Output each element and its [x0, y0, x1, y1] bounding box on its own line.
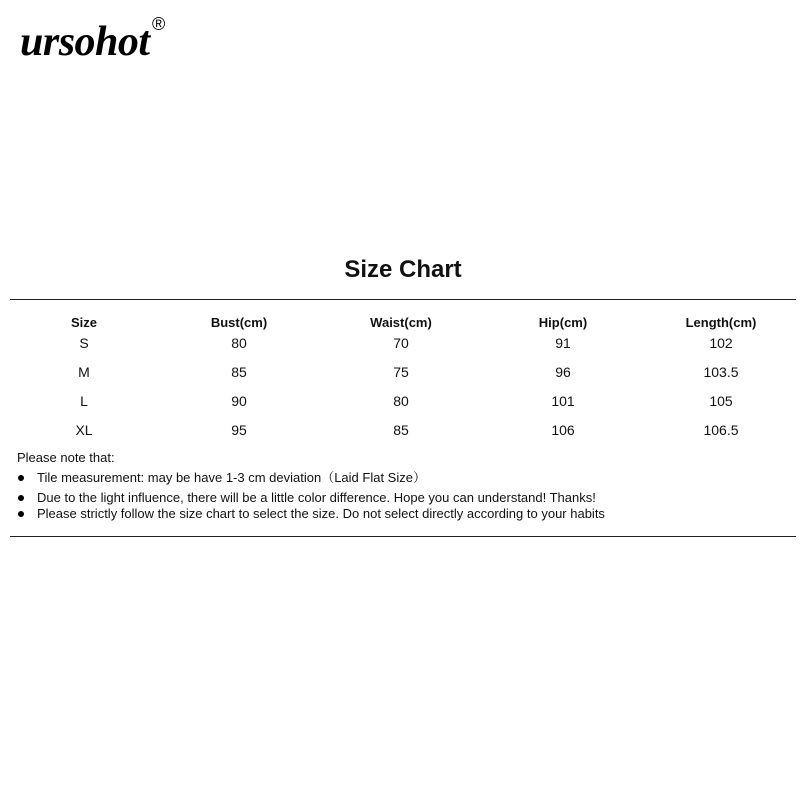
header-length: Length(cm): [685, 315, 757, 330]
cell-length: 103.5: [703, 364, 739, 380]
cell-size: M: [78, 364, 90, 380]
cell-hip: 106: [551, 422, 575, 438]
cell-length: 105: [709, 393, 733, 409]
table-row: [0, 364, 800, 393]
cell-bust: 80: [231, 335, 247, 351]
table-header-row: [0, 315, 800, 335]
cell-length: 102: [709, 335, 733, 351]
top-divider: [10, 299, 796, 300]
notes-section: [17, 450, 605, 522]
table-row: [0, 335, 800, 364]
cell-waist: 70: [393, 335, 409, 351]
cell-bust: 90: [231, 393, 247, 409]
size-table: [0, 315, 800, 451]
header-hip: Hip(cm): [538, 315, 588, 330]
brand-logo: [20, 14, 165, 66]
cell-bust: 95: [231, 422, 247, 438]
brand-name: ursohot: [20, 19, 150, 65]
note-text: Tile measurement: may be have 1-3 cm deviation（Laid Flat Size）: [37, 470, 426, 485]
notes-list: [17, 470, 605, 522]
bullet-icon: [18, 495, 24, 501]
page-title: Size Chart: [344, 256, 462, 283]
cell-hip: 101: [551, 393, 575, 409]
header-size: Size: [70, 315, 97, 330]
cell-size: S: [79, 335, 89, 351]
cell-hip: 91: [555, 335, 571, 351]
note-text: Please strictly follow the size chart to select the size. Do not select directly according to your habits: [37, 506, 605, 521]
table-row: [0, 422, 800, 451]
bullet-icon: [18, 511, 24, 517]
cell-waist: 75: [393, 364, 409, 380]
list-item: [17, 490, 605, 506]
header-waist: Waist(cm): [370, 315, 432, 330]
cell-size: XL: [75, 422, 93, 438]
list-item: [17, 470, 605, 486]
cell-hip: 96: [555, 364, 571, 380]
header-bust: Bust(cm): [210, 315, 268, 330]
table-row: [0, 393, 800, 422]
bullet-icon: [18, 475, 24, 481]
cell-bust: 85: [231, 364, 247, 380]
cell-waist: 85: [393, 422, 409, 438]
note-text: Due to the light influence, there will be a little color difference. Hope you can understand! Thanks!: [37, 490, 596, 505]
list-item: [17, 506, 605, 522]
cell-length: 106.5: [703, 422, 739, 438]
cell-waist: 80: [393, 393, 409, 409]
registered-mark: ®: [152, 14, 165, 34]
cell-size: L: [80, 393, 88, 409]
bottom-divider: [10, 536, 796, 537]
notes-intro: Please note that:: [17, 450, 115, 465]
